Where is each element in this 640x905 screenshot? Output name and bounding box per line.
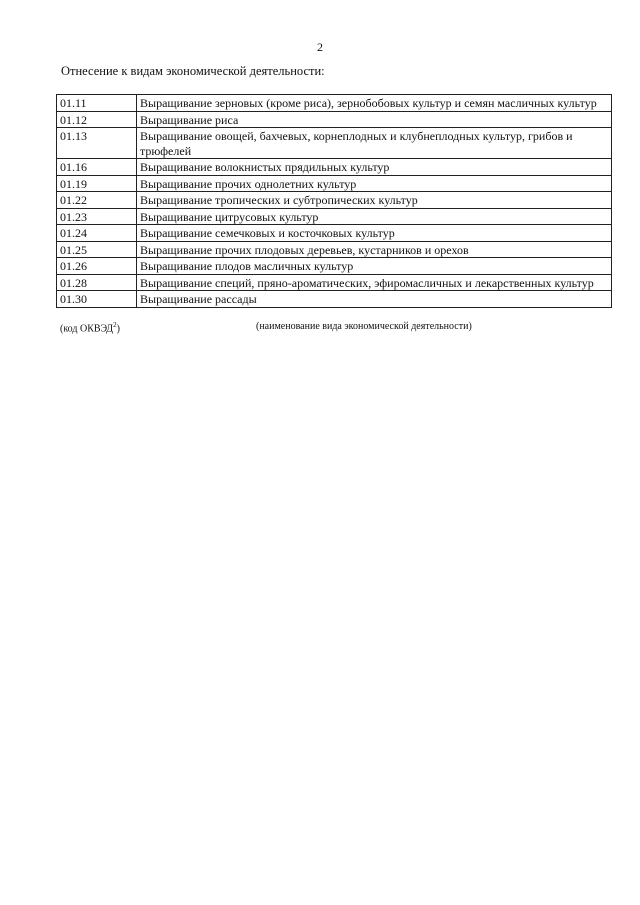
page-number: 2: [317, 40, 323, 54]
code-caption: [60, 321, 120, 334]
activity-name-cell: Выращивание плодов масличных культур: [137, 258, 612, 275]
okved-code-cell: 01.30: [57, 291, 137, 308]
okved-code-cell: 01.22: [57, 192, 137, 209]
code-caption-footnote: 2: [113, 321, 117, 329]
okved-code-cell: 01.11: [57, 95, 137, 112]
okved-table: [56, 94, 612, 308]
activity-name-cell: Выращивание цитрусовых культур: [137, 208, 612, 225]
activity-name-cell: Выращивание прочих плодовых деревьев, кустарников и орехов: [137, 241, 612, 258]
activity-name-cell: Выращивание специй, пряно-ароматических, эфиромасличных и лекарственных культур: [137, 274, 612, 291]
okved-code-cell: 01.28: [57, 274, 137, 291]
name-caption: (наименование вида экономической деятельности): [256, 321, 472, 332]
activity-name-cell: Выращивание зерновых (кроме риса), зернобобовых культур и семян масличных культур: [137, 95, 612, 112]
table-row: [57, 192, 612, 209]
table-row: [57, 291, 612, 308]
section-heading: Отнесение к видам экономической деятельности:: [61, 64, 325, 78]
table-row: [57, 159, 612, 176]
activity-name-cell: Выращивание риса: [137, 111, 612, 128]
okved-code-cell: 01.26: [57, 258, 137, 275]
okved-code-cell: 01.13: [57, 128, 137, 159]
table-row: [57, 274, 612, 291]
code-caption-label: (код ОКВЭД: [60, 323, 114, 335]
activity-name-cell: Выращивание семечковых и косточковых культур: [137, 225, 612, 242]
okved-code-cell: 01.12: [57, 111, 137, 128]
activity-name-cell: Выращивание волокнистых прядильных культур: [137, 159, 612, 176]
table-row: [57, 258, 612, 275]
table-row: [57, 128, 612, 159]
okved-code-cell: 01.25: [57, 241, 137, 258]
okved-code-cell: 01.24: [57, 225, 137, 242]
okved-code-cell: 01.23: [57, 208, 137, 225]
table-row: [57, 175, 612, 192]
table-row: [57, 95, 612, 112]
activity-name-cell: Выращивание прочих однолетних культур: [137, 175, 612, 192]
okved-code-cell: 01.19: [57, 175, 137, 192]
table-row: [57, 225, 612, 242]
table-row: [57, 241, 612, 258]
activity-name-cell: Выращивание рассады: [137, 291, 612, 308]
activity-name-cell: Выращивание овощей, бахчевых, корнеплодных и клубнеплодных культур, грибов и трюфелей: [137, 128, 612, 159]
table-row: [57, 208, 612, 225]
okved-table-body: [57, 95, 612, 308]
table-row: [57, 111, 612, 128]
activity-name-cell: Выращивание тропических и субтропических культур: [137, 192, 612, 209]
code-caption-close: ): [116, 323, 120, 335]
okved-code-cell: 01.16: [57, 159, 137, 176]
